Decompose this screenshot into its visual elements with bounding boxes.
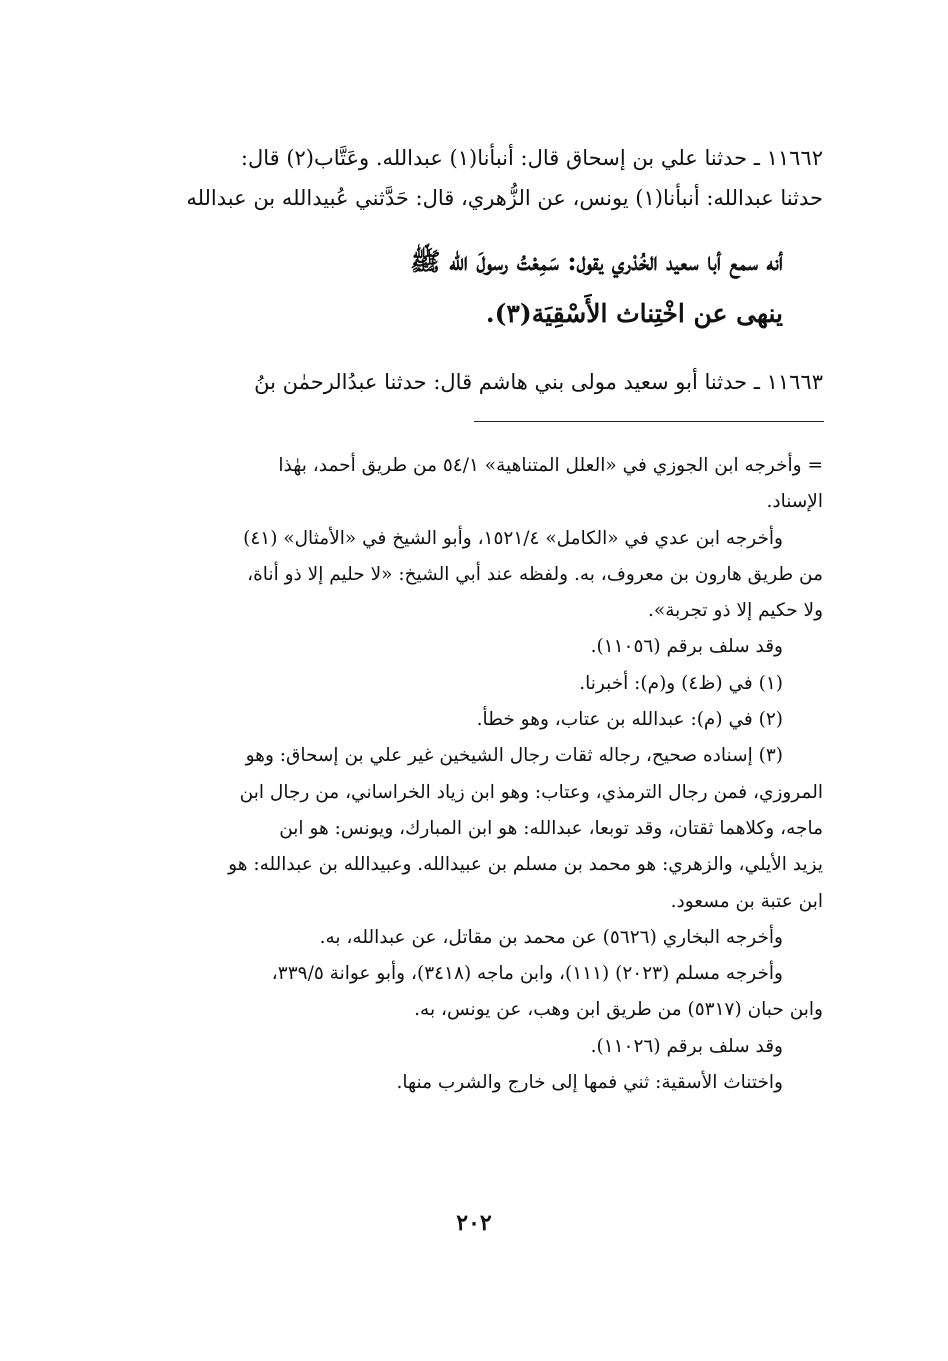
footnote-line: يزيد الأيلي، والزهري: هو محمد بن مسلم بن عبيدالله. وعبيدالله بن عبدالله: هو [228,854,823,876]
text-line: ينهى عن اخْتِناث الأَسْقِيَة(٣). [485,299,783,328]
footnote-line: وأخرجه مسلم (٢٠٢٣) (١١١)، وابن ماجه (٣٤١٨)، وأبو عوانة ٣٣٩/٥، [271,963,783,985]
footnote-line: المروزي، فمن رجال الترمذي، وعتاب: وهو ابن زياد الخراساني، من رجال ابن [239,781,823,803]
footnote-1: (١) في (ظ٤) و(م): أخبرنا. [579,672,783,694]
hadith-11663-start [115,362,823,402]
footnote-line: ولا حكيم إلا ذو تجربة». [648,600,823,622]
text-line: أنه سمع أبا سعيد الخُدْري يقول: سَمِعْتُ رسولَ الله ﷺ [410,247,783,276]
footnote-line: الإسناد. [766,491,823,513]
footnote-line: وقد سلف برقم (١١٠٢٦). [590,1035,783,1057]
text-line: ١١٦٦٢ ـ حدثنا علي بن إسحاق قال: أنبأنا(١) عبدالله. وعَتَّاب(٢) قال: [240,146,823,170]
hadith-11662-text [115,236,823,340]
page-number: ٢٠٢ [456,1210,492,1236]
footnote-divider [474,421,824,422]
footnote-line: وقد سلف برقم (١١٠٥٦). [590,636,783,658]
footnote-line: = وأخرجه ابن الجوزي في «العلل المتناهية» ٥٤/١ من طريق أحمد، بهٰذا [278,455,823,476]
footnote-2: (٢) في (م): عبدالله بن عتاب، وهو خطأ. [476,709,783,731]
text-line: ١١٦٦٣ ـ حدثنا أبو سعيد مولى بني هاشم قال: حدثنا عبدُالرحمٰن بنُ [254,370,823,394]
footnote-line: وابن حبان (٥٣١٧) من طريق ابن وهب، عن يونس، به. [414,999,823,1021]
footnote-line: ابن عتبة بن مسعود. [670,890,823,912]
footnote-line: من طريق هارون بن معروف، به. ولفظه عند أبي الشيخ: «لا حليم إلا ذو أناة، [247,563,823,585]
footnote-line: وأخرجه البخاري (٥٦٢٦) عن محمد بن مقاتل، عن عبدالله، به. [319,926,783,948]
footnote-3: (٣) إسناده صحيح، رجاله ثقات رجال الشيخين غير علي بن إسحاق: وهو [245,745,783,767]
footnote-line: ماجه، وكلاهما ثقتان، وقد توبعا، عبدالله: هو ابن المبارك، ويونس: هو ابن [279,817,823,839]
hadith-11662-isnad [115,138,823,218]
text-line: حدثنا عبدالله: أنبأنا(١) يونس، عن الزُّهري، قال: حَدَّثني عُبيدالله بن عبدالله [186,186,823,210]
footnote-line: واختناث الأسقية: ثني فمها إلى خارج والشرب منها. [396,1072,783,1094]
footnote-line: وأخرجه ابن عدي في «الكامل» ١٥٢١/٤، وأبو الشيخ في «الأمثال» (٤١) [243,527,783,549]
footnotes [115,448,823,1101]
